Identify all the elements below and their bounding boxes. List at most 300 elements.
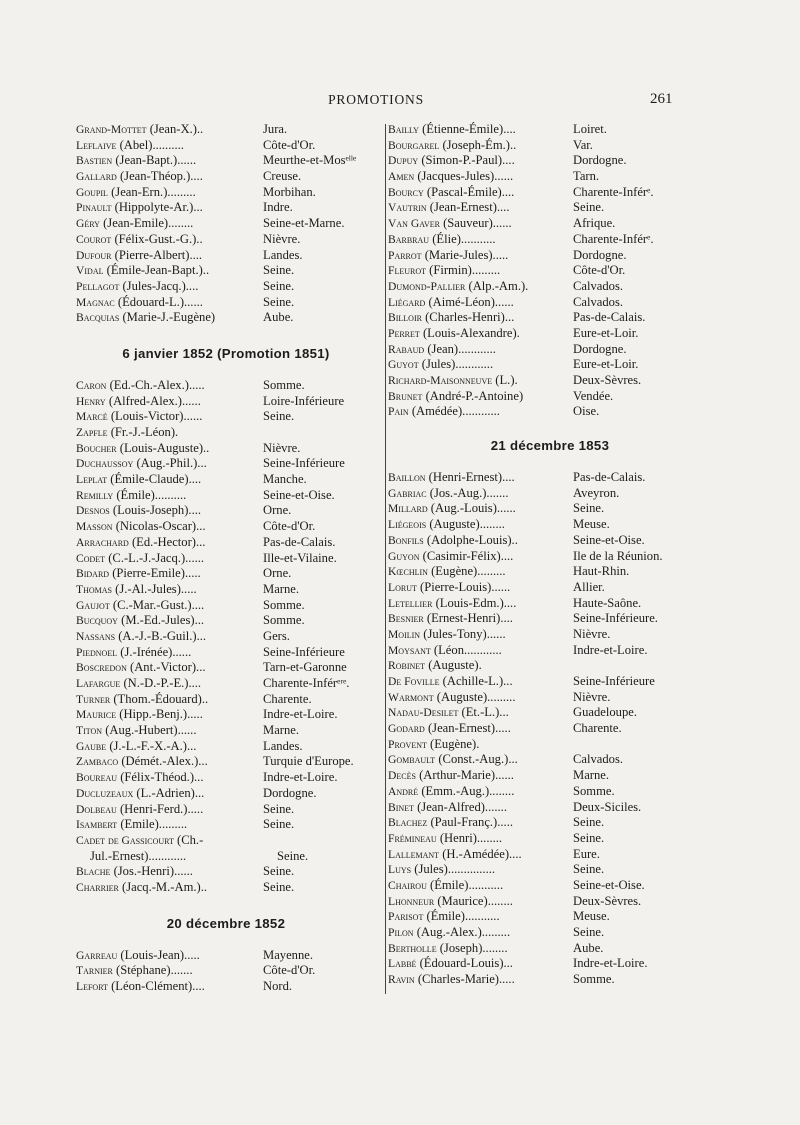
entry-place: Dordogne.: [263, 785, 317, 800]
entry-surname: Bourgarel: [388, 138, 440, 152]
entry-place: Manche.: [263, 472, 307, 487]
list-item: [76, 629, 376, 645]
left-column: [76, 122, 376, 995]
list-item: [385, 721, 715, 737]
entry-given-names: (Amédée)............: [411, 404, 500, 419]
entry-given-names: (Emile).........: [120, 817, 188, 832]
entry-name: [388, 501, 569, 517]
entry-surname: Moysant: [388, 643, 431, 657]
entry-surname: Vautrin: [388, 201, 427, 215]
entry-given-names: (André-P.-Antoine): [425, 388, 524, 403]
entry-name: [388, 138, 569, 154]
entry-place: Eure-et-Loir.: [573, 357, 639, 372]
entry-surname: Lefort: [76, 980, 108, 993]
entry-name: [388, 752, 569, 768]
entry-given-names: (Sauveur)......: [443, 216, 512, 231]
list-item: [76, 754, 376, 770]
list-item: [385, 705, 715, 721]
entry-surname: Nadau-Desilet: [388, 706, 459, 720]
entry-surname: Binet: [388, 800, 414, 814]
entry-surname: Nassans: [76, 629, 116, 643]
entry-given-names: (Jules-Jacq.)....: [122, 278, 199, 293]
entry-place: Meuse.: [573, 909, 610, 924]
entry-name: [388, 200, 569, 216]
entry-place: Nièvre.: [573, 689, 611, 704]
entry-surname: Lorut: [388, 580, 417, 594]
entry-name: [76, 472, 259, 488]
list-item: [76, 232, 376, 248]
entry-place: Marne.: [573, 768, 610, 783]
list-item: [385, 972, 715, 988]
entry-name: [388, 878, 569, 894]
list-item: [385, 517, 715, 533]
entry-given-names: (Paul-Franç.).....: [430, 815, 513, 830]
list-item: [76, 786, 376, 802]
entry-place: Meuse.: [573, 517, 610, 532]
entry-name: [388, 295, 569, 311]
entry-name: [76, 707, 259, 723]
entry-surname: Vidal: [76, 264, 104, 278]
entry-given-names: (Félix-Gust.-G.)..: [114, 231, 203, 246]
entry-given-names: (Auguste)........: [429, 517, 505, 532]
entry-given-names: (Marie-J.-Eugène): [122, 310, 216, 325]
entry-surname: Marcé: [76, 410, 108, 424]
entry-surname: Courot: [76, 232, 112, 246]
entry-place: Seine.: [263, 817, 295, 832]
entry-name: [76, 660, 259, 676]
entry-surname: Bastien: [76, 154, 113, 168]
entry-place: Dordogne.: [573, 341, 627, 356]
entry-place: Allier.: [573, 579, 605, 594]
list-item: [76, 566, 376, 582]
list-group: [76, 122, 376, 326]
entry-given-names: (Auguste).: [428, 658, 482, 673]
entry-given-names: (Jos.-Aug.).......: [429, 485, 509, 500]
list-item: [385, 909, 715, 925]
entry-surname: Maurice: [76, 708, 117, 722]
list-item: [385, 153, 715, 169]
entry-given-names: (Eugène).: [430, 736, 480, 751]
list-group: [385, 470, 715, 988]
list-item: [385, 752, 715, 768]
entry-name: [388, 310, 569, 326]
entry-name: [388, 800, 569, 816]
entry-surname: Kœchlin: [388, 565, 428, 579]
entry-name: [76, 880, 259, 896]
entry-surname: Millard: [388, 502, 428, 516]
entry-surname: De Foville: [388, 675, 440, 688]
list-item: [385, 404, 715, 420]
entry-place: Seine.: [573, 200, 605, 215]
entry-surname: Brunet: [388, 389, 423, 403]
entry-name: [76, 566, 259, 582]
entry-given-names: (Félix-Théod.)...: [120, 770, 204, 785]
list-item: [385, 470, 715, 486]
entry-name: [76, 378, 259, 394]
list-item: [76, 948, 376, 964]
entry-name: [388, 643, 569, 659]
entry-given-names: (L.).: [495, 373, 518, 387]
entry-surname: Letellier: [388, 596, 433, 610]
entry-name: [388, 627, 569, 643]
list-item: [76, 676, 376, 692]
list-item: [385, 831, 715, 847]
entry-given-names: (Jean-Théop.)....: [119, 169, 203, 184]
entry-surname: Billoir: [388, 311, 422, 325]
entry-name: [388, 894, 569, 910]
list-item: [385, 501, 715, 517]
entry-given-names: (Louis-Jean).....: [120, 947, 200, 962]
list-item: [385, 486, 715, 502]
entry-name: [388, 169, 569, 185]
entry-given-names: (Abel)..........: [119, 137, 184, 152]
section-heading: 6 janvier 1852 (Promotion 1851): [122, 345, 330, 361]
entry-place: Seine.: [277, 848, 309, 863]
entry-name: [76, 200, 259, 216]
entry-place: Pas-de-Calais.: [573, 470, 646, 485]
list-item: [76, 185, 376, 201]
list-item: [385, 200, 715, 216]
entry-surname: Moilin: [388, 627, 421, 641]
list-item: [385, 357, 715, 373]
entry-surname: Blache: [76, 865, 111, 879]
entry-name: [76, 948, 259, 964]
entry-name: [388, 972, 569, 988]
entry-given-names: (Édouard-L.)......: [117, 294, 203, 309]
entry-place: Seine-et-Oise.: [573, 877, 645, 892]
entry-place: Charente-Inférᵉ.: [573, 184, 654, 199]
list-item: [76, 802, 376, 818]
entry-surname: Pain: [388, 405, 409, 419]
entry-name: [76, 629, 259, 645]
entry-name: [76, 456, 259, 472]
entry-given-names: (Démét.-Alex.)...: [121, 754, 208, 769]
list-item: [385, 216, 715, 232]
list-item: [76, 169, 376, 185]
entry-given-names: (J.-L.-F.-X.-A.)...: [109, 738, 197, 753]
entry-surname: Dufour: [76, 248, 112, 262]
entry-place: Seine.: [573, 501, 605, 516]
entry-surname: Grand-Mottet: [76, 123, 147, 136]
entry-name: [388, 909, 569, 925]
entry-given-names: (Adolphe-Louis)..: [426, 532, 518, 547]
entry-name: [388, 596, 569, 612]
entry-place: Deux-Sèvres.: [573, 373, 642, 387]
entry-place: Seine.: [573, 925, 605, 939]
entry-name: [76, 185, 259, 201]
entry-place: Nièvre.: [573, 626, 611, 641]
list-item: [76, 378, 376, 394]
entry-name: [76, 409, 259, 425]
entry-name: [388, 263, 569, 279]
list-item: [76, 248, 376, 264]
list-item: [385, 248, 715, 264]
list-item: [385, 658, 715, 674]
entry-name: [388, 815, 569, 831]
list-item: [385, 784, 715, 800]
list-item: [385, 169, 715, 185]
entry-surname: Baillon: [388, 471, 426, 485]
entry-given-names: (Alp.-Am.).: [468, 278, 529, 293]
entry-surname: Ducluzeaux: [76, 786, 134, 800]
entry-place: Vendée.: [573, 388, 614, 403]
entry-given-names: (Jean-Ernest)....: [429, 200, 510, 215]
entry-given-names: (Eugène).........: [431, 564, 506, 579]
list-item: [385, 310, 715, 326]
entry-surname: Desnos: [76, 504, 110, 518]
entry-given-names: (Arthur-Marie)......: [419, 768, 514, 783]
entry-place: Seine.: [573, 830, 605, 845]
entry-place: Gers.: [263, 628, 290, 643]
entry-name: [388, 768, 569, 784]
entry-place: Turquie d'Europe.: [263, 754, 354, 769]
list-item: [76, 535, 376, 551]
entry-given-names: (Alfred-Alex.)......: [108, 393, 201, 408]
entry-name: [76, 864, 259, 880]
list-item: [385, 674, 715, 690]
entry-surname: Bourcy: [388, 185, 424, 199]
entry-surname: Parisot: [388, 910, 424, 924]
entry-given-names: (Charles-Marie).....: [417, 972, 515, 987]
list-item: [76, 598, 376, 614]
entry-place: Haut-Rhin.: [573, 564, 630, 579]
entry-given-names: (Thom.-Édouard)..: [113, 691, 209, 706]
entry-given-names: (Pierre-Emile).....: [112, 566, 201, 581]
entry-given-names: (Élie)...........: [432, 231, 496, 246]
entry-place: Calvados.: [573, 752, 624, 767]
entry-place: Seine-Inférieure: [573, 674, 655, 688]
list-item: [76, 216, 376, 232]
list-item: [385, 295, 715, 311]
entry-given-names: (Léon............: [433, 642, 502, 657]
entry-name: [76, 138, 259, 154]
entry-given-names: (Jules)...............: [414, 862, 496, 877]
entry-given-names: (Louis-Alexandre).: [422, 325, 520, 340]
list-item: [385, 389, 715, 405]
entry-place: Somme.: [573, 972, 615, 987]
list-item: [385, 956, 715, 972]
entry-name: [388, 357, 569, 373]
entry-place: Indre-et-Loire.: [573, 642, 648, 657]
entry-given-names: (Aug.-Louis)......: [430, 501, 516, 516]
entry-name: [388, 737, 569, 753]
entry-place: Landes.: [263, 247, 303, 262]
entry-place: Côte-d'Or.: [263, 963, 316, 978]
entry-surname: Dumond-Pallier: [388, 279, 466, 293]
entry-place: Landes.: [263, 738, 303, 753]
list-item: [385, 533, 715, 549]
entry-given-names: (Firmin).........: [429, 263, 501, 278]
list-item: [385, 373, 715, 389]
entry-given-names: (Édouard-Louis)...: [419, 956, 513, 971]
list-item: [76, 770, 376, 786]
entry-given-names: (Casimir-Félix)....: [422, 548, 514, 563]
entry-place: Var.: [573, 137, 593, 152]
entry-place: Haute-Saône.: [573, 595, 642, 610]
entry-place: Calvados.: [573, 294, 624, 309]
entry-given-names: (M.-Ed.-Jules)...: [121, 613, 205, 628]
entry-place: Somme.: [263, 377, 305, 392]
list-item: [76, 739, 376, 755]
list-item: [385, 263, 715, 279]
entry-surname: André: [388, 784, 419, 798]
entry-surname: Bertholle: [388, 941, 437, 955]
entry-name: [388, 956, 569, 972]
list-item: [76, 279, 376, 295]
entry-given-names: (Henri-Ernest)....: [428, 470, 515, 485]
entry-name: [76, 754, 259, 770]
entry-name: [388, 470, 569, 486]
list-item: [385, 596, 715, 612]
entry-surname: Godard: [388, 722, 425, 736]
entry-surname: Luys: [388, 863, 412, 877]
entry-name: [76, 169, 259, 185]
entry-name: [76, 441, 259, 457]
entry-place: Tarn.: [573, 169, 600, 184]
page-number: 261: [650, 91, 673, 107]
entry-given-names: (Louis-Auguste)..: [119, 440, 210, 455]
entry-surname: Boucher: [76, 441, 117, 455]
list-item: [385, 815, 715, 831]
list-item: [385, 941, 715, 957]
entry-given-names: (Jean-Bapt.)......: [115, 153, 197, 168]
entry-name: [388, 925, 569, 941]
list-item: [385, 138, 715, 154]
entry-name: [388, 784, 569, 800]
entry-place: Loire-Inférieure: [263, 393, 345, 408]
entry-name: [76, 122, 259, 138]
entry-given-names: (Simon-P.-Paul)....: [421, 153, 515, 168]
entry-given-names: (Jos.-Henri)......: [113, 864, 193, 879]
entry-place: Oise.: [573, 404, 600, 419]
entry-given-names: (Ed.-Hector)...: [131, 534, 206, 549]
entry-surname: Decès: [388, 769, 416, 783]
list-item: [76, 263, 376, 279]
entry-given-names: Jul.-Ernest)............: [90, 848, 187, 863]
entry-surname: Tarnier: [76, 964, 113, 978]
entry-surname: Guyot: [388, 358, 419, 372]
entry-given-names: (Ed.-Ch.-Alex.).....: [109, 377, 205, 392]
entry-given-names: (Et.-L.)...: [461, 705, 509, 720]
entry-surname: Gombault: [388, 753, 436, 767]
entry-name: [76, 310, 259, 326]
entry-place: Ille-et-Vilaine.: [263, 550, 337, 565]
list-item: [76, 138, 376, 154]
entry-surname: Lafargue: [76, 677, 121, 690]
entry-given-names: (Fr.-J.-Léon).: [110, 425, 179, 439]
list-item: [76, 425, 376, 441]
entry-place: Charente.: [573, 721, 622, 736]
entry-place: Deux-Sèvres.: [573, 893, 642, 908]
entry-place: Mayenne.: [263, 947, 314, 962]
entry-surname: Gaube: [76, 739, 107, 753]
entry-given-names: (J.-Al.-Jules).....: [115, 581, 197, 596]
entry-place: Jura.: [263, 122, 288, 136]
entry-place: Calvados.: [573, 278, 624, 293]
entry-surname: Rabaud: [388, 342, 425, 356]
entry-name: [388, 941, 569, 957]
entry-place: Seine.: [263, 879, 295, 894]
entry-surname: Duchaussoy: [76, 457, 134, 471]
list-item: [385, 122, 715, 138]
entry-given-names: (Achille-L.)...: [442, 674, 513, 688]
entry-surname: Remilly: [76, 488, 114, 502]
entry-place: Eure-et-Loir.: [573, 325, 639, 340]
entry-given-names: (Émile)..........: [116, 487, 187, 502]
entry-given-names: (Louis-Victor)......: [110, 409, 203, 424]
entry-surname: Chairou: [388, 878, 427, 892]
entry-place: Dordogne.: [573, 153, 627, 168]
entry-given-names: (Émile)...........: [430, 877, 504, 892]
list-item: [76, 456, 376, 472]
list-item: [76, 582, 376, 598]
list-item: [385, 643, 715, 659]
list-item: [385, 232, 715, 248]
entry-name: [388, 342, 569, 358]
section-heading: 21 décembre 1853: [490, 438, 610, 454]
entry-name: [388, 486, 569, 502]
entry-place: Seine.: [263, 278, 295, 293]
entry-name: [76, 645, 259, 661]
entry-place: Aveyron.: [573, 485, 620, 500]
entry-surname: Boscredon: [76, 661, 127, 675]
entry-given-names: (Jean-Ern.).........: [111, 184, 196, 199]
entry-given-names: (Émile-Claude)....: [110, 472, 202, 487]
entry-place: Charente-Inférᵉʳᵉ.: [263, 676, 350, 690]
entry-given-names: (Louis-Edm.)....: [435, 595, 517, 610]
list-item: [76, 723, 376, 739]
entry-place: Nièvre.: [263, 231, 301, 246]
entry-place: Tarn-et-Garonne: [263, 660, 347, 675]
entry-surname: Ravin: [388, 973, 415, 987]
entry-place: Deux-Siciles.: [573, 799, 642, 814]
entry-name: [76, 263, 259, 279]
list-item: [385, 627, 715, 643]
entry-surname: Cadet de Gassicourt: [76, 833, 174, 847]
entry-given-names: (Jean-X.)..: [149, 122, 204, 136]
entry-name: [76, 849, 273, 865]
entry-place: Ile de la Réunion.: [573, 548, 663, 563]
entry-surname: Bacquias: [76, 311, 120, 325]
entry-given-names: (Pierre-Louis)......: [420, 579, 511, 594]
entry-name: [388, 122, 569, 138]
entry-place: Indre-et-Loire.: [263, 707, 338, 722]
list-item: [385, 690, 715, 706]
list-item: [76, 692, 376, 708]
list-item: [385, 894, 715, 910]
list-item: [76, 645, 376, 661]
entry-surname: Piednoel: [76, 645, 118, 659]
entry-place: Seine-Inférieure.: [573, 611, 658, 626]
list-item: [385, 564, 715, 580]
list-group: [76, 948, 376, 995]
entry-place: Côte-d'Or.: [263, 519, 316, 534]
entry-given-names: (Aug.-Alex.).........: [416, 925, 511, 939]
entry-given-names: (Jean-Emile)........: [103, 216, 194, 231]
list-group: [76, 378, 376, 896]
entry-surname: Turner: [76, 692, 111, 706]
list-item: [385, 737, 715, 753]
entry-given-names: (H.-Amédée)....: [442, 846, 522, 861]
entry-name: [76, 739, 259, 755]
entry-place: Seine-Inférieure: [263, 644, 345, 659]
entry-place: Meurthe-et-Mosᵉˡˡᵉ: [263, 153, 357, 168]
entry-place: Loiret.: [573, 122, 607, 136]
entry-surname: Henry: [76, 394, 106, 408]
entry-place: Pas-de-Calais.: [263, 534, 336, 549]
entry-place: Somme.: [263, 613, 305, 628]
entry-place: Nièvre.: [263, 440, 301, 455]
